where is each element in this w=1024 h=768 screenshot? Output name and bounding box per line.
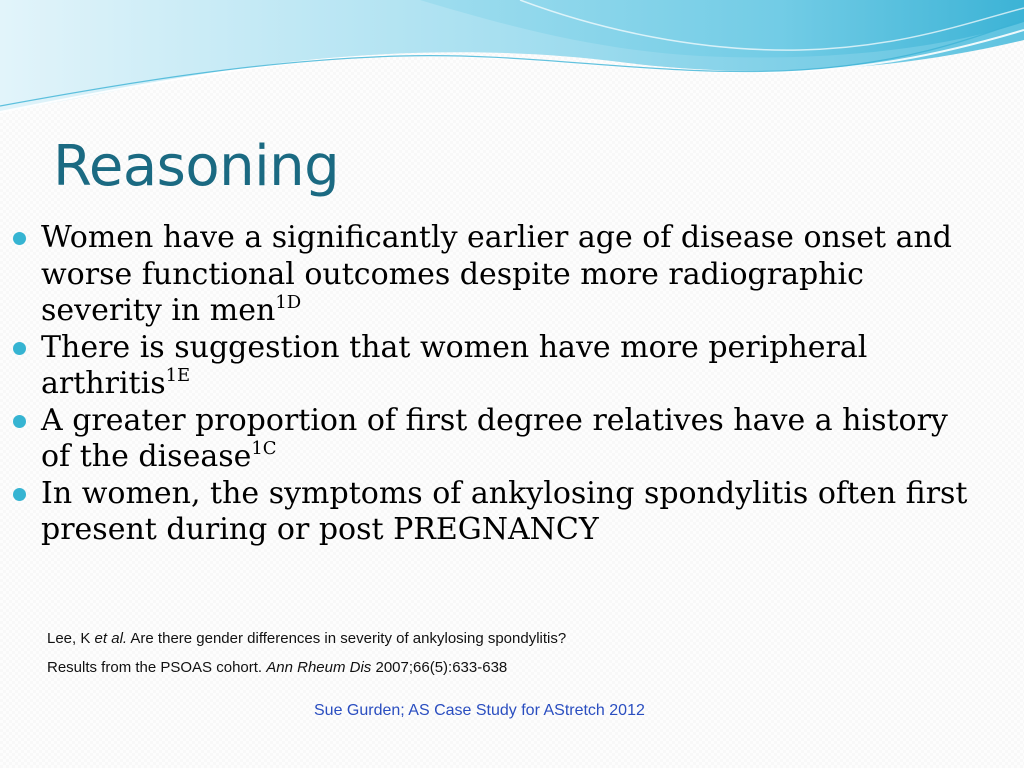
bullet-list	[0, 220, 1000, 549]
slide-footer: Sue Gurden; AS Case Study for AStretch 2012	[314, 702, 645, 719]
bullet-body: A greater proportion of first degree relatives have a history of the disease	[41, 402, 948, 474]
bullet-text	[41, 476, 971, 549]
bullet-text	[41, 220, 961, 330]
bullet-item	[0, 220, 1000, 330]
bullet-text	[41, 330, 901, 403]
reference-line-2	[47, 653, 566, 682]
bullet-body: In women, the symptoms of ankylosing spondylitis often first present during or post PREGNANCY	[41, 475, 968, 547]
reference-etal: et al.	[94, 630, 128, 647]
bullet-dot-icon	[13, 232, 26, 245]
bullet-item	[0, 330, 1000, 403]
citation-superscript: 1C	[251, 438, 277, 459]
citation-superscript: 1E	[165, 365, 191, 386]
reference-volume: 2007;66(5):633-638	[371, 659, 508, 676]
slide-title: Reasoning	[53, 134, 340, 199]
bullet-body: There is suggestion that women have more peripheral arthritis	[41, 329, 868, 401]
bullet-item	[0, 476, 1000, 549]
reference-subtitle: Results from the PSOAS cohort.	[47, 659, 267, 676]
header-wave-decoration	[0, 0, 1024, 120]
reference-article-title: Are there gender differences in severity of ankylosing spondylitis?	[127, 630, 567, 647]
bullet-body: Women have a significantly earlier age of disease onset and worse functional outcomes despite more radiographic severity in men	[41, 220, 952, 328]
reference-line-1	[47, 624, 566, 653]
bullet-dot-icon	[13, 342, 26, 355]
bullet-item	[0, 403, 1000, 476]
bullet-text	[41, 403, 951, 476]
bullet-dot-icon	[13, 415, 26, 428]
reference-citation	[47, 624, 566, 682]
reference-journal: Ann Rheum Dis	[266, 659, 372, 676]
reference-author: Lee, K	[47, 630, 95, 647]
citation-superscript: 1D	[275, 292, 302, 313]
bullet-dot-icon	[13, 488, 26, 501]
